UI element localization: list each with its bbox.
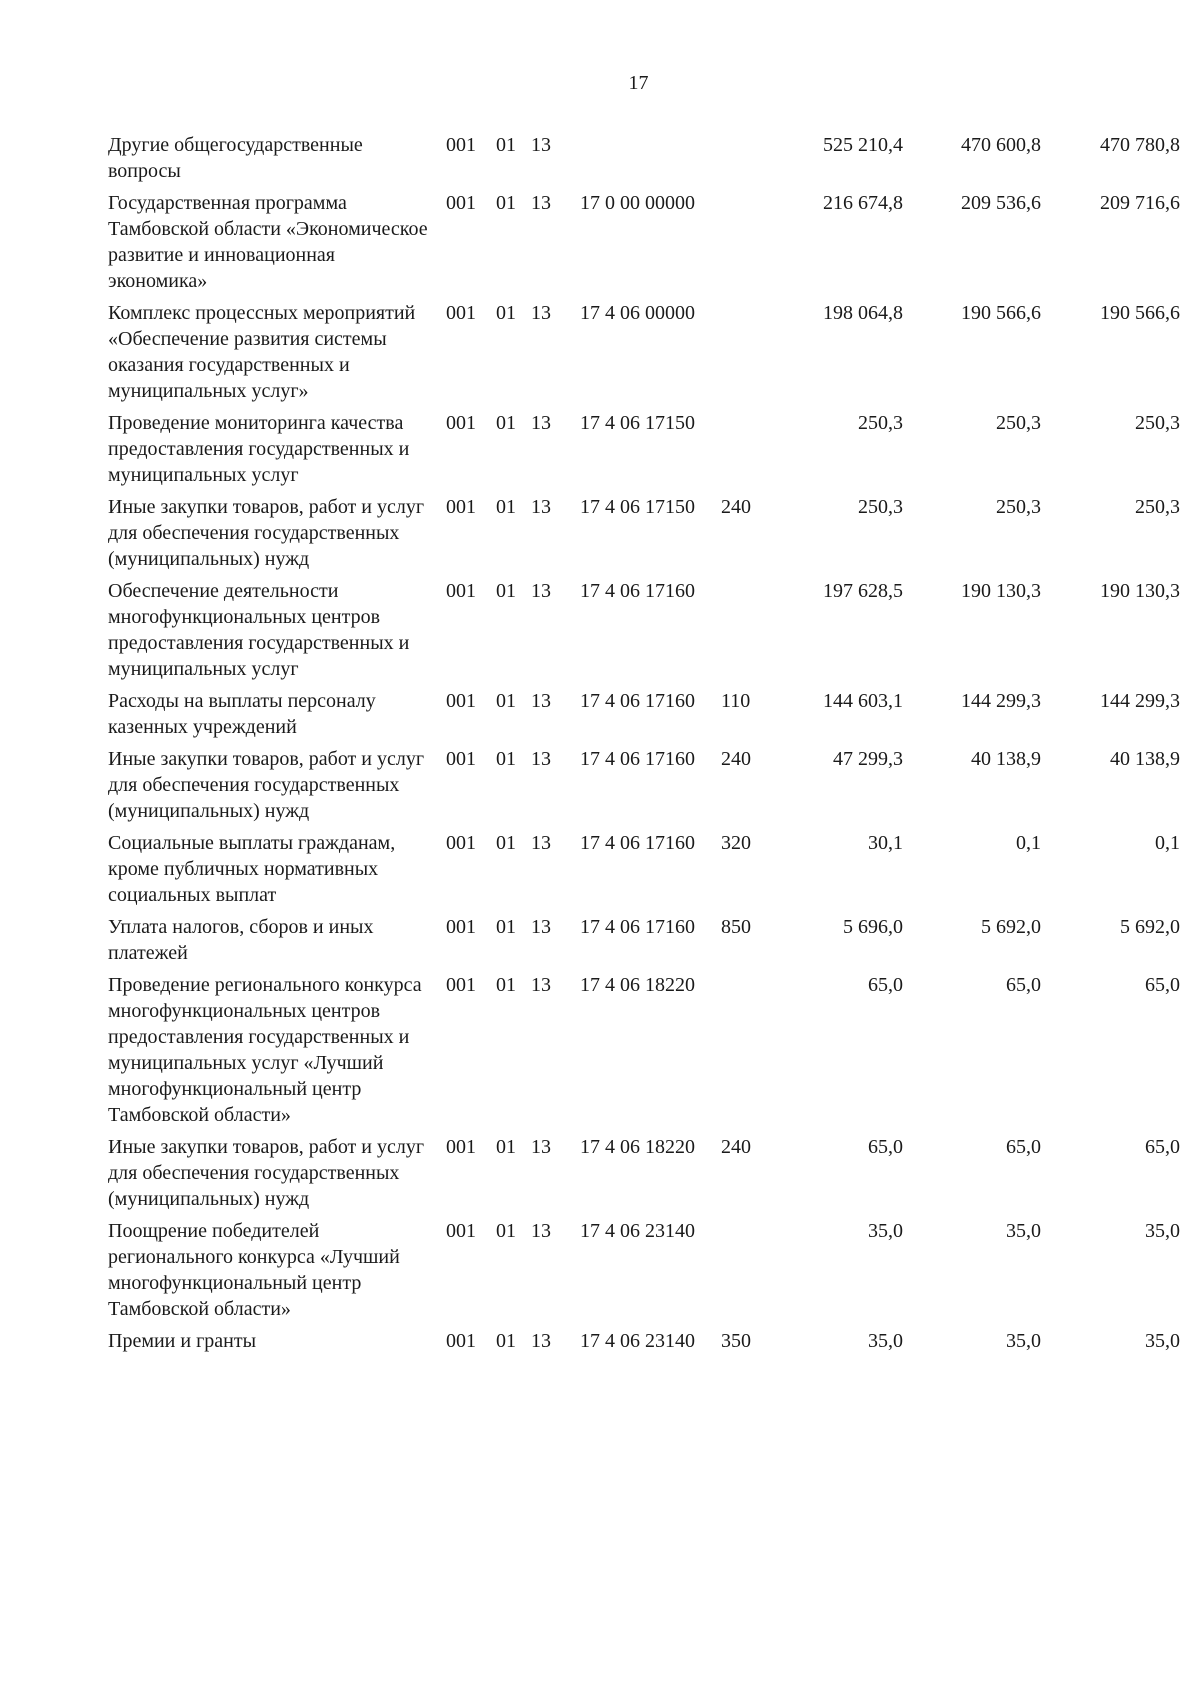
row-amount-year-3: 144 299,3	[1100, 690, 1180, 712]
row-target-code: 17 4 06 17160	[580, 690, 695, 712]
row-name: Премии и гранты	[108, 1330, 257, 1352]
row-ministry-code: 001	[446, 134, 476, 156]
row-section-code: 01	[496, 302, 516, 324]
row-section-code: 01	[496, 974, 516, 996]
table-row	[108, 300, 1183, 404]
row-section-code: 01	[496, 1330, 516, 1352]
row-ministry-code: 001	[446, 580, 476, 602]
row-amount-year-3: 190 566,6	[1100, 302, 1180, 324]
row-amount-year-2: 250,3	[996, 496, 1041, 518]
row-ministry-code: 001	[446, 496, 476, 518]
row-target-code: 17 4 06 17160	[580, 832, 695, 854]
table-row	[108, 830, 1183, 908]
row-amount-year-3: 35,0	[1145, 1330, 1180, 1352]
table-row	[108, 972, 1183, 1128]
row-amount-year-2: 35,0	[1006, 1220, 1041, 1242]
row-expense-type: 240	[721, 748, 751, 770]
row-amount-year-1: 5 696,0	[843, 916, 903, 938]
row-target-code: 17 4 06 23140	[580, 1330, 695, 1352]
row-name: Другие общегосударственные вопросы	[108, 134, 363, 182]
row-subsection-code: 13	[531, 974, 551, 996]
row-amount-year-3: 35,0	[1145, 1220, 1180, 1242]
row-target-code: 17 4 06 17150	[580, 412, 695, 434]
row-ministry-code: 001	[446, 832, 476, 854]
row-target-code: 17 4 06 17150	[580, 496, 695, 518]
row-target-code: 17 4 06 17160	[580, 916, 695, 938]
row-ministry-code: 001	[446, 192, 476, 214]
row-expense-type: 850	[721, 916, 751, 938]
row-amount-year-1: 35,0	[868, 1220, 903, 1242]
row-section-code: 01	[496, 916, 516, 938]
row-subsection-code: 13	[531, 1330, 551, 1352]
row-amount-year-2: 144 299,3	[961, 690, 1041, 712]
row-amount-year-3: 65,0	[1145, 1136, 1180, 1158]
row-amount-year-1: 144 603,1	[823, 690, 903, 712]
row-amount-year-2: 190 566,6	[961, 302, 1041, 324]
row-subsection-code: 13	[531, 832, 551, 854]
row-amount-year-2: 35,0	[1006, 1330, 1041, 1352]
row-ministry-code: 001	[446, 974, 476, 996]
row-target-code: 17 4 06 17160	[580, 580, 695, 602]
row-amount-year-3: 470 780,8	[1100, 134, 1180, 156]
row-expense-type: 110	[721, 690, 751, 712]
row-target-code: 17 0 00 00000	[580, 192, 695, 214]
row-amount-year-2: 0,1	[1016, 832, 1041, 854]
row-subsection-code: 13	[531, 1220, 551, 1242]
row-name: Обеспечение деятельности многофункциональных центров предоставления государственных и муниципальных услуг	[108, 580, 410, 680]
row-amount-year-1: 65,0	[868, 974, 903, 996]
row-amount-year-2: 470 600,8	[961, 134, 1041, 156]
row-amount-year-2: 209 536,6	[961, 192, 1041, 214]
row-amount-year-1: 197 628,5	[823, 580, 903, 602]
table-row	[108, 132, 1183, 184]
row-name: Иные закупки товаров, работ и услуг для обеспечения государственных (муниципальных) нужд	[108, 496, 425, 570]
table-row	[108, 578, 1183, 682]
row-expense-type: 240	[721, 1136, 751, 1158]
row-name: Поощрение победителей регионального конкурса «Лучший многофункциональный центр Тамбовской области»	[108, 1220, 400, 1320]
row-amount-year-1: 525 210,4	[823, 134, 903, 156]
row-name: Иные закупки товаров, работ и услуг для обеспечения государственных (муниципальных) нужд	[108, 1136, 425, 1210]
row-name: Проведение регионального конкурса многофункциональных центров предоставления государственных и муниципальных услуг «Лучший многофункциональный центр Тамбовской области»	[108, 974, 422, 1126]
table-row	[108, 1218, 1183, 1322]
row-amount-year-1: 35,0	[868, 1330, 903, 1352]
row-name: Уплата налогов, сборов и иных платежей	[108, 916, 374, 964]
row-subsection-code: 13	[531, 690, 551, 712]
table-row	[108, 688, 1183, 740]
row-target-code: 17 4 06 18220	[580, 974, 695, 996]
row-amount-year-2: 190 130,3	[961, 580, 1041, 602]
row-ministry-code: 001	[446, 302, 476, 324]
row-expense-type: 240	[721, 496, 751, 518]
row-subsection-code: 13	[531, 748, 551, 770]
row-section-code: 01	[496, 1220, 516, 1242]
row-ministry-code: 001	[446, 1220, 476, 1242]
row-amount-year-2: 65,0	[1006, 1136, 1041, 1158]
table-row	[108, 1134, 1183, 1212]
row-section-code: 01	[496, 580, 516, 602]
table-row	[108, 746, 1183, 824]
table-row	[108, 914, 1183, 966]
page-number: 17	[628, 72, 649, 94]
row-amount-year-3: 250,3	[1135, 412, 1180, 434]
row-amount-year-2: 65,0	[1006, 974, 1041, 996]
row-amount-year-1: 250,3	[858, 412, 903, 434]
row-section-code: 01	[496, 192, 516, 214]
row-ministry-code: 001	[446, 748, 476, 770]
row-amount-year-3: 5 692,0	[1120, 916, 1180, 938]
row-target-code: 17 4 06 23140	[580, 1220, 695, 1242]
row-ministry-code: 001	[446, 1136, 476, 1158]
row-amount-year-1: 47 299,3	[833, 748, 903, 770]
row-subsection-code: 13	[531, 1136, 551, 1158]
row-target-code: 17 4 06 17160	[580, 748, 695, 770]
row-section-code: 01	[496, 690, 516, 712]
row-amount-year-1: 250,3	[858, 496, 903, 518]
row-ministry-code: 001	[446, 916, 476, 938]
row-amount-year-1: 198 064,8	[823, 302, 903, 324]
row-amount-year-2: 250,3	[996, 412, 1041, 434]
budget-table	[108, 132, 1183, 1360]
row-ministry-code: 001	[446, 690, 476, 712]
row-subsection-code: 13	[531, 192, 551, 214]
row-section-code: 01	[496, 134, 516, 156]
row-section-code: 01	[496, 1136, 516, 1158]
row-section-code: 01	[496, 496, 516, 518]
row-amount-year-3: 250,3	[1135, 496, 1180, 518]
row-amount-year-3: 0,1	[1155, 832, 1180, 854]
row-subsection-code: 13	[531, 302, 551, 324]
row-name: Государственная программа Тамбовской области «Экономическое развитие и инновационная экономика»	[108, 192, 428, 292]
row-subsection-code: 13	[531, 916, 551, 938]
row-ministry-code: 001	[446, 1330, 476, 1352]
row-amount-year-2: 5 692,0	[981, 916, 1041, 938]
row-amount-year-1: 65,0	[868, 1136, 903, 1158]
row-expense-type: 320	[721, 832, 751, 854]
row-subsection-code: 13	[531, 412, 551, 434]
row-name: Иные закупки товаров, работ и услуг для обеспечения государственных (муниципальных) нужд	[108, 748, 425, 822]
row-amount-year-1: 30,1	[868, 832, 903, 854]
table-row	[108, 494, 1183, 572]
row-expense-type: 350	[721, 1330, 751, 1352]
row-name: Социальные выплаты гражданам, кроме публичных нормативных социальных выплат	[108, 832, 396, 906]
table-row	[108, 190, 1183, 294]
row-amount-year-3: 190 130,3	[1100, 580, 1180, 602]
row-name: Проведение мониторинга качества предоставления государственных и муниципальных услуг	[108, 412, 410, 486]
row-target-code: 17 4 06 00000	[580, 302, 695, 324]
row-section-code: 01	[496, 412, 516, 434]
row-ministry-code: 001	[446, 412, 476, 434]
row-amount-year-3: 65,0	[1145, 974, 1180, 996]
row-name: Комплекс процессных мероприятий «Обеспечение развития системы оказания государственных и муниципальных услуг»	[108, 302, 416, 402]
row-target-code: 17 4 06 18220	[580, 1136, 695, 1158]
row-amount-year-3: 40 138,9	[1110, 748, 1180, 770]
row-amount-year-2: 40 138,9	[971, 748, 1041, 770]
row-subsection-code: 13	[531, 134, 551, 156]
row-amount-year-3: 209 716,6	[1100, 192, 1180, 214]
row-subsection-code: 13	[531, 580, 551, 602]
table-row	[108, 1328, 1183, 1354]
table-row	[108, 410, 1183, 488]
row-section-code: 01	[496, 748, 516, 770]
row-subsection-code: 13	[531, 496, 551, 518]
row-section-code: 01	[496, 832, 516, 854]
row-name: Расходы на выплаты персоналу казенных учреждений	[108, 690, 376, 738]
row-amount-year-1: 216 674,8	[823, 192, 903, 214]
